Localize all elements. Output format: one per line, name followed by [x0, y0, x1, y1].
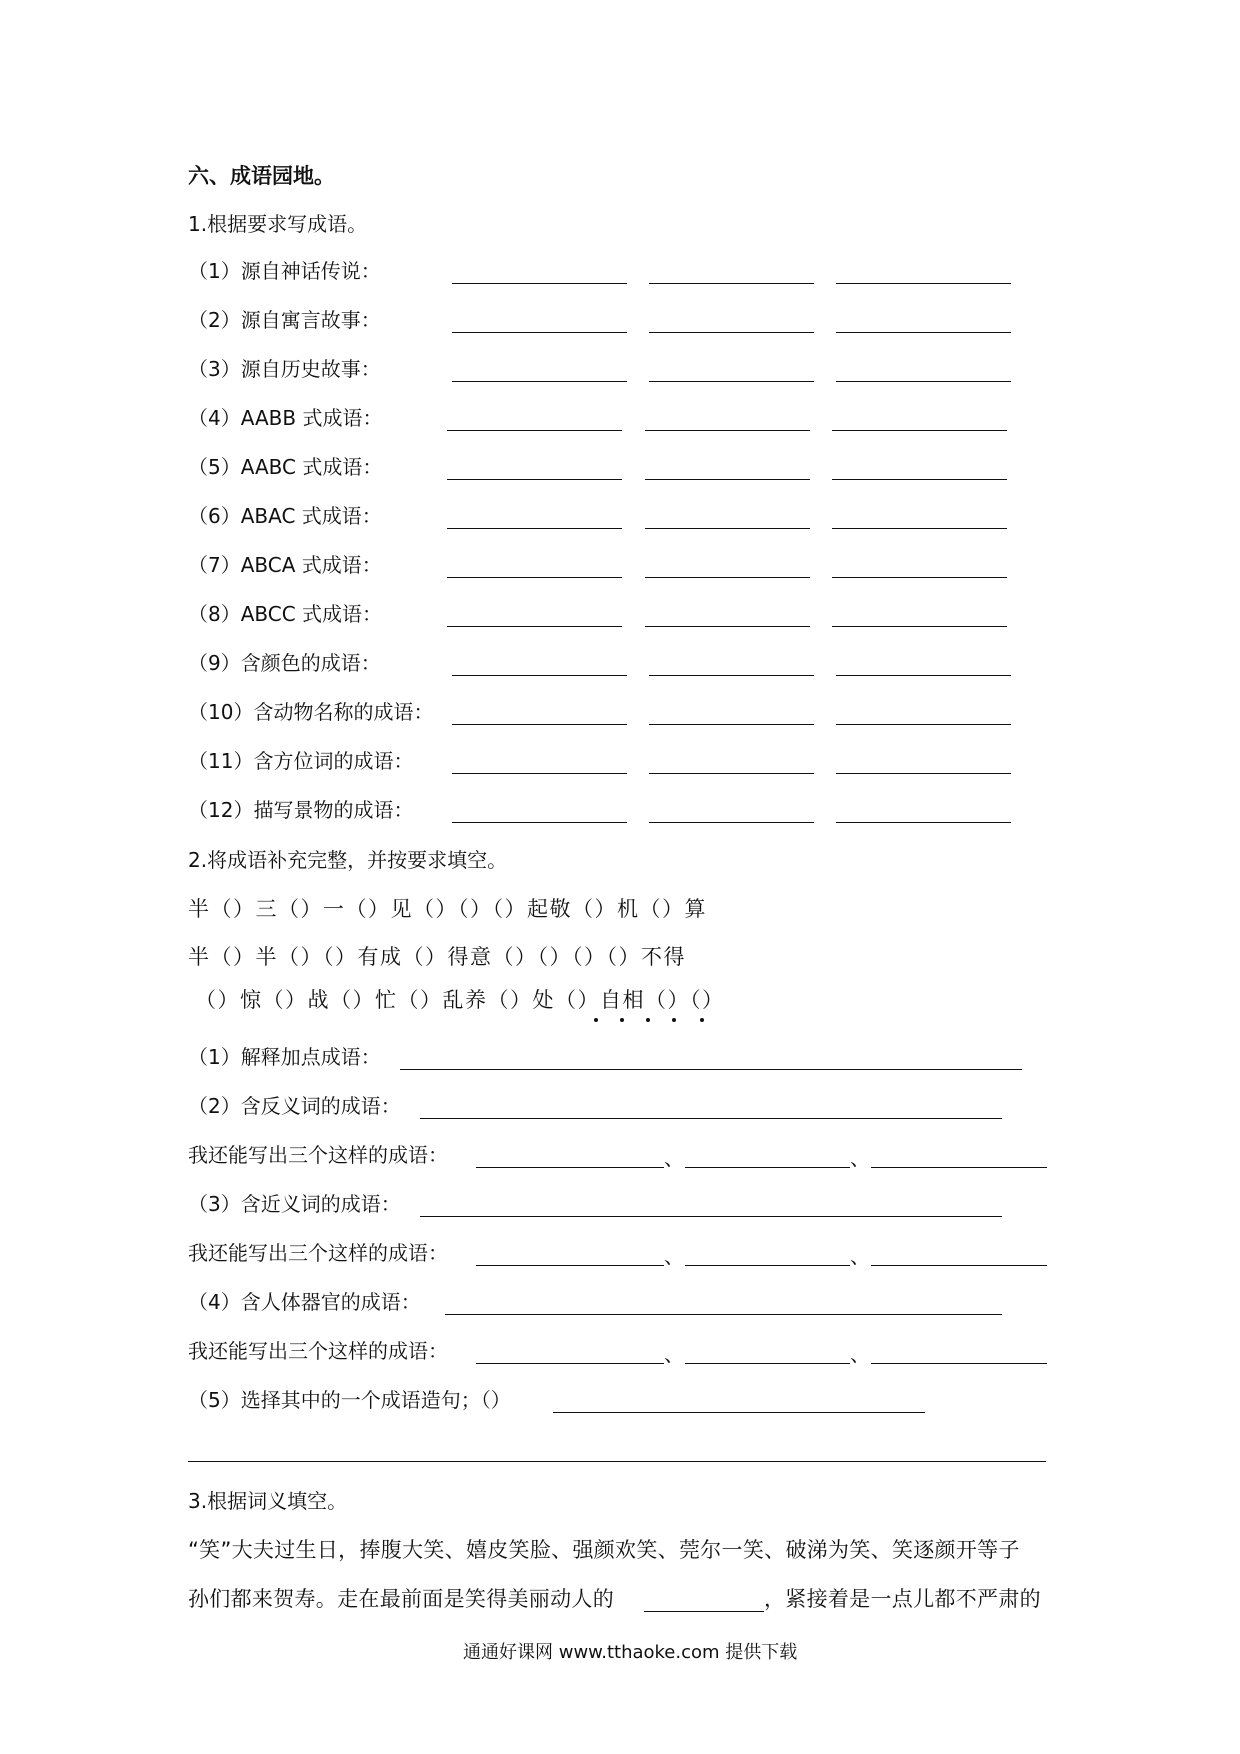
- q1-item-10: （10）含动物名称的成语：: [188, 700, 434, 724]
- answer-blank[interactable]: [836, 724, 1011, 725]
- q1-item-5: （5）AABC 式成语：: [188, 455, 383, 479]
- answer-blank[interactable]: [832, 626, 1007, 627]
- answer-blank[interactable]: [649, 332, 814, 333]
- answer-blank[interactable]: [553, 1412, 925, 1413]
- answer-blank[interactable]: [836, 283, 1011, 284]
- section-title: 六、成语园地。: [188, 164, 335, 188]
- q2-idiom-row-1: 半（）三（）一（）见（）（）（）起敬（）机（）算: [188, 897, 707, 921]
- answer-blank[interactable]: [645, 479, 810, 480]
- q2-title: 2.将成语补充完整，并按要求填空。: [188, 848, 508, 872]
- answer-blank[interactable]: [476, 1167, 664, 1168]
- q1-item-2: （2）源自寓言故事：: [188, 308, 381, 332]
- q3-title: 3.根据词义填空。: [188, 1489, 348, 1513]
- q1-item-1: （1）源自神话传说：: [188, 259, 381, 283]
- q2-idiom-row-3: （）惊（）战（）忙（）乱养（）处（）自相（）（）: [195, 988, 725, 1012]
- q1-title: 1.根据要求写成语。: [188, 212, 368, 236]
- answer-blank[interactable]: [645, 528, 810, 529]
- separator: 、: [664, 1244, 684, 1268]
- q2-sub-4: （4）含人体器官的成语：: [188, 1290, 421, 1314]
- answer-blank[interactable]: [452, 724, 627, 725]
- answer-blank[interactable]: [685, 1167, 850, 1168]
- separator: 、: [850, 1146, 870, 1170]
- emphasis-dot: [594, 1018, 598, 1022]
- emphasis-dot: [646, 1018, 650, 1022]
- q2-sub-2: （2）含反义词的成语：: [188, 1094, 401, 1118]
- answer-blank[interactable]: [649, 283, 814, 284]
- q2-sub-1: （1）解释加点成语：: [188, 1045, 381, 1069]
- emphasis-dot: [700, 1018, 704, 1022]
- answer-blank[interactable]: [836, 381, 1011, 382]
- answer-blank[interactable]: [649, 822, 814, 823]
- q2-idiom-row-2: 半（）半（）（）有成（）得意（）（）（）（）不得: [188, 945, 686, 969]
- answer-blank[interactable]: [400, 1069, 1022, 1070]
- q1-item-12: （12）描写景物的成语：: [188, 798, 414, 822]
- answer-blank[interactable]: [420, 1118, 1002, 1119]
- answer-blank[interactable]: [452, 332, 627, 333]
- q1-item-11: （11）含方位词的成语：: [188, 749, 414, 773]
- answer-blank[interactable]: [685, 1363, 850, 1364]
- separator: 、: [850, 1342, 870, 1366]
- answer-blank[interactable]: [447, 479, 622, 480]
- answer-blank[interactable]: [447, 528, 622, 529]
- answer-blank[interactable]: [452, 675, 627, 676]
- answer-blank[interactable]: [649, 773, 814, 774]
- q1-item-6: （6）ABAC 式成语：: [188, 504, 382, 528]
- answer-blank[interactable]: [836, 675, 1011, 676]
- answer-blank[interactable]: [445, 1314, 1002, 1315]
- answer-blank[interactable]: [645, 626, 810, 627]
- answer-blank[interactable]: [832, 577, 1007, 578]
- q2-sub-3: （3）含近义词的成语：: [188, 1192, 401, 1216]
- separator: 、: [664, 1342, 684, 1366]
- emphasis-dot: [672, 1018, 676, 1022]
- answer-blank[interactable]: [832, 479, 1007, 480]
- answer-blank[interactable]: [452, 283, 627, 284]
- answer-blank[interactable]: [447, 577, 622, 578]
- answer-blank[interactable]: [452, 822, 627, 823]
- answer-blank[interactable]: [476, 1265, 664, 1266]
- footer-credit: 通通好课网 www.tthaoke.com 提供下载: [463, 1642, 798, 1663]
- separator: 、: [664, 1146, 684, 1170]
- q2-sub-3-extra: 我还能写出三个这样的成语：: [188, 1241, 448, 1265]
- q2-sub-4-extra: 我还能写出三个这样的成语：: [188, 1339, 448, 1363]
- answer-blank[interactable]: [649, 675, 814, 676]
- q3-paragraph-line-2b: ，紧接着是一点儿都不严肃的: [764, 1587, 1041, 1611]
- answer-blank[interactable]: [836, 773, 1011, 774]
- q3-paragraph-line-1: “笑”大夫过生日，捧腹大笑、嬉皮笑脸、强颜欢笑、莞尔一笑、破涕为笑、笑逐颜开等子: [188, 1538, 1020, 1562]
- answer-blank[interactable]: [420, 1216, 1002, 1217]
- answer-blank[interactable]: [836, 822, 1011, 823]
- answer-blank[interactable]: [649, 381, 814, 382]
- q1-item-7: （7）ABCA 式成语：: [188, 553, 382, 577]
- answer-blank[interactable]: [871, 1363, 1047, 1364]
- q1-item-8: （8）ABCC 式成语：: [188, 602, 383, 626]
- q1-item-3: （3）源自历史故事：: [188, 357, 381, 381]
- answer-blank[interactable]: [452, 773, 627, 774]
- q1-item-4: （4）AABB 式成语：: [188, 406, 383, 430]
- q2-sub-5: （5）选择其中的一个成语造句；（）: [188, 1388, 511, 1412]
- answer-blank[interactable]: [452, 381, 627, 382]
- answer-blank[interactable]: [832, 528, 1007, 529]
- answer-blank[interactable]: [649, 724, 814, 725]
- answer-blank[interactable]: [871, 1265, 1047, 1266]
- answer-blank[interactable]: [645, 577, 810, 578]
- answer-blank[interactable]: [188, 1461, 1046, 1462]
- separator: 、: [850, 1244, 870, 1268]
- answer-blank[interactable]: [447, 430, 622, 431]
- answer-blank[interactable]: [685, 1265, 850, 1266]
- q2-sub-2-extra: 我还能写出三个这样的成语：: [188, 1143, 448, 1167]
- q1-item-9: （9）含颜色的成语：: [188, 651, 381, 675]
- answer-blank[interactable]: [476, 1363, 664, 1364]
- answer-blank[interactable]: [836, 332, 1011, 333]
- answer-blank[interactable]: [645, 430, 810, 431]
- q3-paragraph-line-2a: 孙们都来贺寿。走在最前面是笑得美丽动人的: [188, 1587, 614, 1611]
- answer-blank[interactable]: [832, 430, 1007, 431]
- answer-blank[interactable]: [447, 626, 622, 627]
- emphasis-dot: [620, 1018, 624, 1022]
- answer-blank[interactable]: [644, 1611, 764, 1612]
- answer-blank[interactable]: [871, 1167, 1047, 1168]
